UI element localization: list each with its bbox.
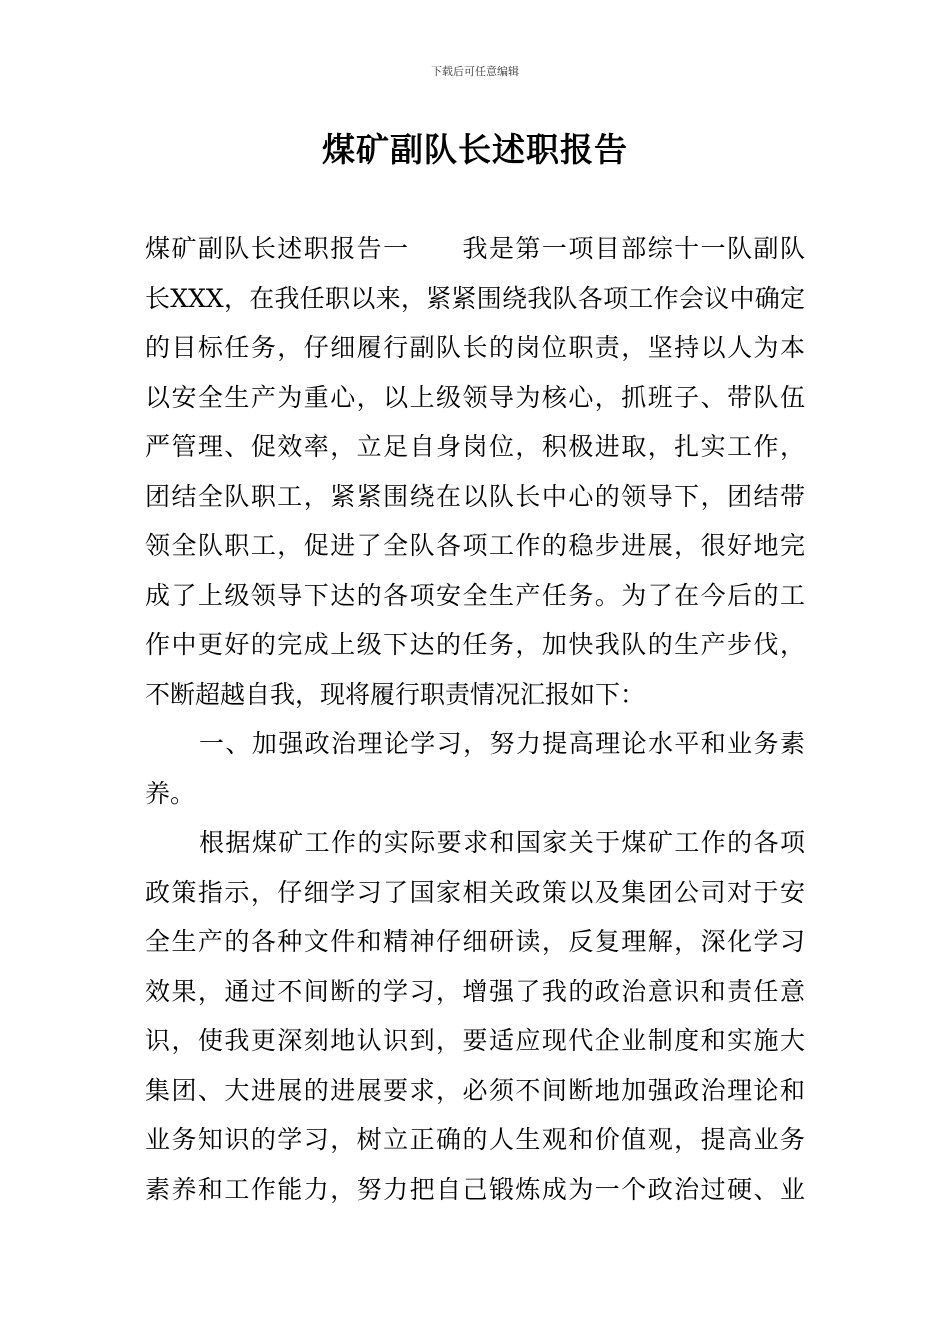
text-line: 成了上级领导下达的各项安全生产任务。为了在今后的工 xyxy=(145,580,805,610)
paragraph-section-one-heading xyxy=(145,719,805,818)
text-line: 一、加强政治理论学习，努力提高理论水平和业务素 xyxy=(199,729,805,758)
text-line: 的目标任务，仔细履行副队长的岗位职责，坚持以人为本 xyxy=(145,333,805,362)
text-line: 根据煤矿工作的实际要求和国家关于煤矿工作的各项 xyxy=(199,828,805,857)
text-line: 集团、大进展的进展要求，必须不间断地加强政治理论和 xyxy=(145,1075,805,1105)
text-line: 不断超越自我，现将履行职责情况汇报如下： xyxy=(145,679,646,709)
text-line: 以安全生产为重心，以上级领导为核心，抓班子、带队伍 xyxy=(145,382,805,412)
text-line: 业务知识的学习，树立正确的人生观和价值观，提高业务 xyxy=(145,1125,805,1154)
text-line: 领全队职工，促进了全队各项工作的稳步进展，很好地完 xyxy=(145,531,805,560)
text-line: 养。 xyxy=(145,778,196,808)
text-line: 效果，通过不间断的学习，增强了我的政治意识和责任意 xyxy=(145,976,805,1006)
paragraph-section-one-body xyxy=(145,818,805,1214)
document-body xyxy=(145,224,805,1214)
text-line: 团结全队职工，紧紧围绕在以队长中心的领导下，团结带 xyxy=(145,481,805,511)
text-line: 识，使我更深刻地认识到，要适应现代企业制度和实施大 xyxy=(145,1026,805,1055)
page-header-note: 下载后可任意编辑 xyxy=(431,65,519,78)
text-line: 素养和工作能力，努力把自己锻炼成为一个政治过硬、业 xyxy=(145,1174,805,1204)
text-line: 作中更好的完成上级下达的任务，加快我队的生产步伐， xyxy=(145,630,805,659)
text-line: 全生产的各种文件和精神仔细研读，反复理解，深化学习 xyxy=(145,927,805,956)
text-line: 长XXX，在我任职以来，紧紧围绕我队各项工作会议中确定 xyxy=(145,283,805,313)
paragraph-intro xyxy=(145,224,805,719)
text-line: 煤矿副队长述职报告一 我是第一项目部综十一队副队 xyxy=(145,234,805,263)
document-title: 煤矿副队长述职报告 xyxy=(322,130,628,169)
text-line: 政策指示，仔细学习了国家相关政策以及集团公司对于安 xyxy=(145,877,805,907)
text-line: 严管理、促效率，立足自身岗位，积极进取，扎实工作， xyxy=(145,432,805,461)
